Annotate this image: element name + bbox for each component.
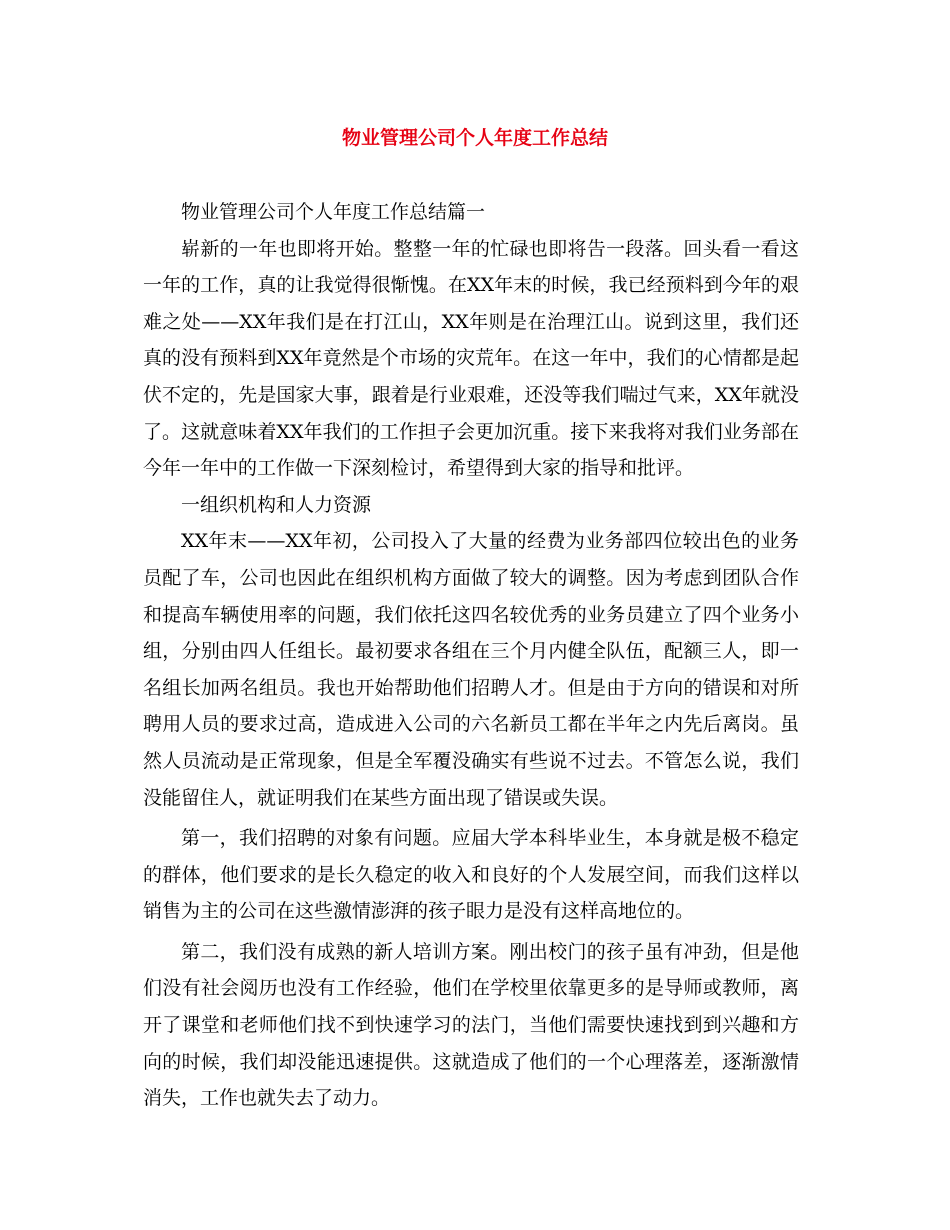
point-one-paragraph: 第一，我们招聘的对象有问题。应届大学本科毕业生，本身就是极不稳定的群体，他们要求的是长久稳定的收入和良好的个人发展空间，而我们这样以销售为主的公司在这些激情澎湃的孩子眼力是没有这样高地位的。 [143, 827, 799, 923]
intro-paragraph: 崭新的一年也即将开始。整整一年的忙碌也即将告一段落。回头看一看这一年的工作，真的让我觉得很惭愧。在XX年末的时候，我已经预料到今年的艰难之处——XX年我们是在打江山，XX年则是在治理江山。说到这里，我们还真的没有预料到XX年竟然是个市场的灾荒年。在这一年中，我们的心情都是起伏不定的，先是国家大事，跟着是行业艰难，还没等我们喘过气来，XX年就没了。这就意味着XX年我们的工作担子会更加沉重。接下来我将对我们业务部在今年一年中的工作做一下深刻检讨，希望得到大家的指导和批评。 [143, 237, 799, 480]
section-heading-part-one: 物业管理公司个人年度工作总结篇一 [181, 201, 486, 223]
section-heading-organization: 一组织机构和人力资源 [181, 493, 372, 516]
document-title: 物业管理公司个人年度工作总结 [341, 127, 608, 149]
organization-paragraph: XX年末——XX年初，公司投入了大量的经费为业务部四位较出色的业务员配了车，公司也因此在组织机构方面做了较大的调整。因为考虑到团队合作和提高车辆使用率的问题，我们依托这四名较优秀的业务员建立了四个业务小组，分别由四人任组长。最初要求各组在三个月内健全队伍，配额三人，即一名组长加两名组员。我也开始帮助他们招聘人才。但是由于方向的错误和对所聘用人员的要求过高，造成进入公司的六名新员工都在半年之内先后离岗。虽然人员流动是正常现象，但是全军覆没确实有些说不过去。不管怎么说，我们没能留住人，就证明我们在某些方面出现了错误或失误。 [143, 530, 799, 809]
point-two-paragraph: 第二，我们没有成熟的新人培训方案。刚出校门的孩子虽有冲劲，但是他们没有社会阅历也没有工作经验，他们在学校里依靠更多的是导师或教师，离开了课堂和老师他们找不到快速学习的法门，当他们需要快速找到到兴趣和方向的时候，我们却没能迅速提供。这就造成了他们的一个心理落差，逐渐激情消失，工作也就失去了动力。 [143, 940, 799, 1110]
document-body [143, 194, 799, 1117]
